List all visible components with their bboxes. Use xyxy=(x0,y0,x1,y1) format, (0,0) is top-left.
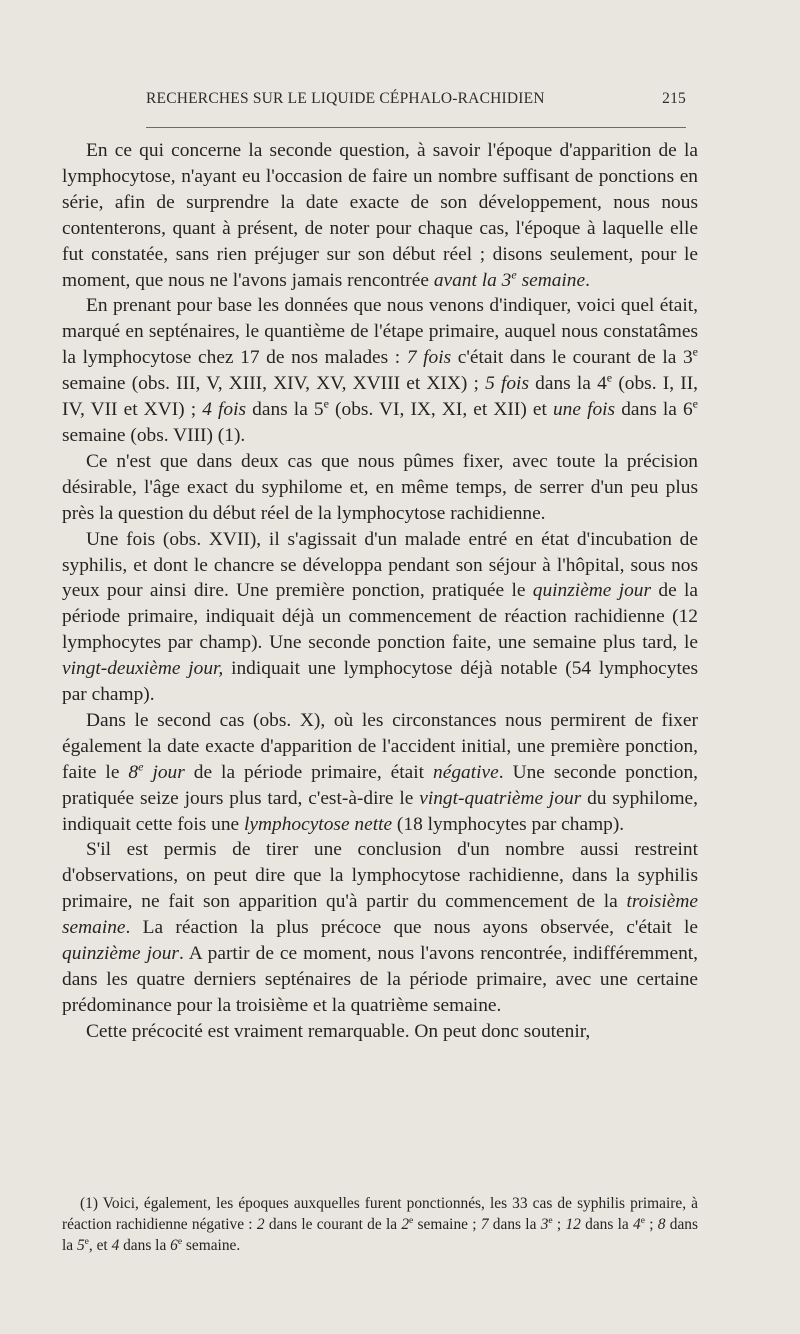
footnote xyxy=(62,1193,698,1256)
page-number: 215 xyxy=(662,90,686,107)
paragraph-1: En ce qui concerne la seconde question, à savoir l'époque d'apparition de la lymphocytose, n'ayant eu l'occasion de faire un nombre suffisant de ponctions en série, afin de surprendre la date exacte de son développement, nous nous contenterons, quant à présent, de noter pour chaque cas, l'époque à laquelle elle fut constatée, sans rien préjuger sur son début réel ; disons seulement, pour le moment, que nous ne l'avons jamais rencontrée avant la 3e semaine. xyxy=(62,140,698,291)
paragraph-2: En prenant pour base les données que nous venons d'indiquer, voici quel était, marqué en septénaires, le quantième de l'étape primaire, auquel nous constatâmes la lymphocytose chez 17 de nos malades : 7 fois c'était dans le courant de la 3e semaine (obs. III, V, XIII, XIV, XV, XVIII et XIX) ; 5 fois dans la 4e (obs. I, II, IV, VII et XVI) ; 4 fois dans la 5e (obs. VI, IX, XI, et XII) et une fois dans la 6e semaine (obs. VIII) (1). xyxy=(62,295,699,446)
paragraph-7: Cette précocité est vraiment remarquable. On peut donc soutenir, xyxy=(86,1020,591,1042)
paragraph-6: S'il est permis de tirer une conclusion d'un nombre aussi restreint d'observations, on peut dire que la lymphocytose rachidienne, dans la syphilis primaire, ne fait son apparition qu'à partir du commencement de la troisième semaine. La réaction la plus précoce que nous ayons observée, c'était le quinzième jour. A partir de ce moment, nous l'avons rencontrée, indifféremment, dans les quatre derniers septénaires de la période primaire, avec une certaine prédominance pour la troisième et la quatrième semaine. xyxy=(62,839,699,1016)
running-head-title: RECHERCHES SUR LE LIQUIDE CÉPHALO-RACHIDIEN xyxy=(146,90,545,107)
paragraph-5: Dans le second cas (obs. X), où les circonstances nous permirent de fixer également la date exacte d'apparition de l'accident initial, une première ponction, faite le 8e jour de la période primaire, était négative. Une seconde ponction, pratiquée seize jours plus tard, c'est-à-dire le vingt-quatrième jour du syphilome, indiquait cette fois une lymphocytose nette (18 lymphocytes par champ). xyxy=(62,709,699,835)
paragraph-4: Une fois (obs. XVII), il s'agissait d'un malade entré en état d'incubation de syphilis, et dont le chancre se développa pendant son séjour à l'hôpital, sous nos yeux pour ainsi dire. Une première ponction, pratiquée le quinzième jour de la période primaire, indiquait déjà un commencement de réaction rachidienne (12 lymphocytes par champ). Une seconde ponction faite, une semaine plus tard, le vingt-deuxième jour, indiquait une lymphocytose déjà notable (54 lymphocytes par champ). xyxy=(62,528,699,706)
paragraph-3: Ce n'est que dans deux cas que nous pûmes fixer, avec toute la précision désirable, l'âge exact du syphilome et, en même temps, de serrer d'un peu plus près la question du début réel de la lymphocytose rachidienne. xyxy=(62,450,698,524)
footnote-1: (1) Voici, également, les époques auxquelles furent ponctionnés, les 33 cas de syphilis primaire, à réaction rachidienne négative : 2 dans le courant de la 2e semaine ; 7 dans la 3e ; 12 dans la 4e ; 8 dans la 5e, et 4 dans la 6e semaine. xyxy=(62,1195,698,1254)
body-text xyxy=(62,138,698,1045)
running-head xyxy=(146,90,686,108)
header-rule xyxy=(146,127,686,128)
